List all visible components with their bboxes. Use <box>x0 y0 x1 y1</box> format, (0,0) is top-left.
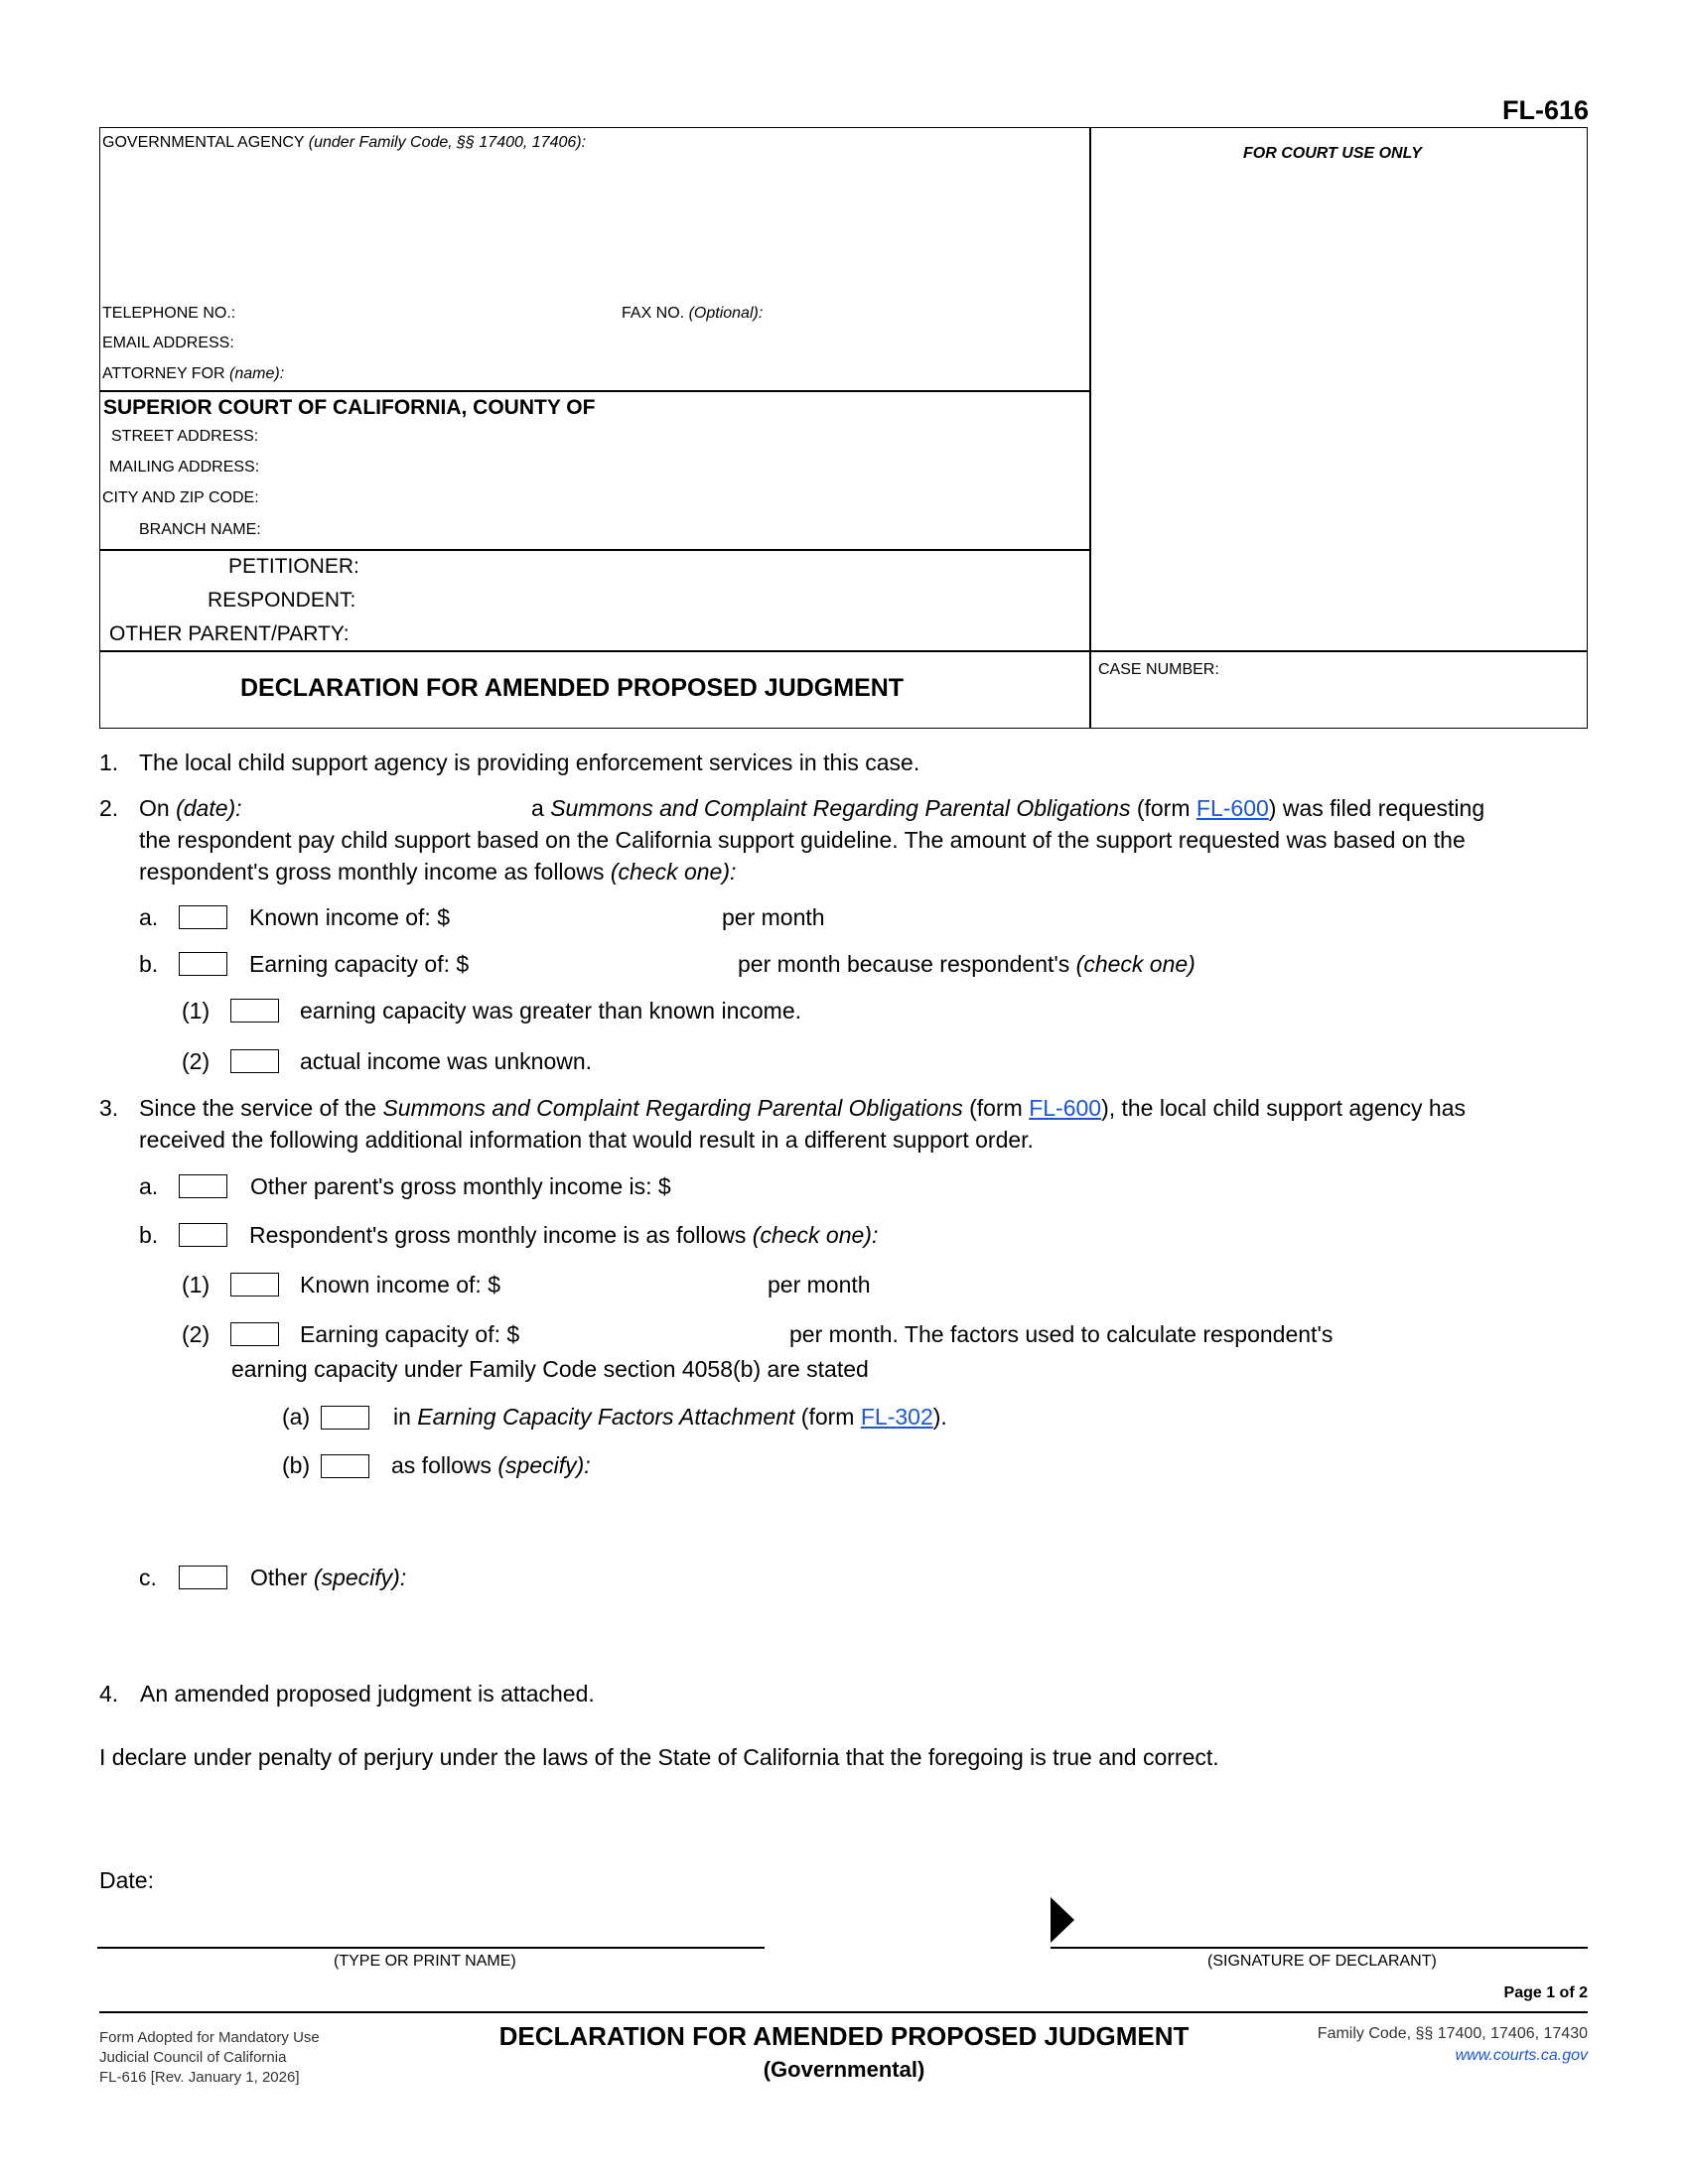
item-3b2a-checkbox[interactable] <box>321 1406 369 1430</box>
perjury-declaration: I declare under penalty of perjury under the laws of the State of California that the foregoing is true and correct. <box>99 1744 1219 1770</box>
footer-citation: Family Code, §§ 17400, 17406, 17430 <box>1317 2025 1588 2042</box>
attorney-for-label: ATTORNEY FOR (name): <box>102 365 285 382</box>
item-2b1-number: (1) <box>182 998 211 1024</box>
item-2b-text: Earning capacity of: $ <box>249 951 470 977</box>
footer-title: DECLARATION FOR AMENDED PROPOSED JUDGMENT <box>498 2021 1190 2051</box>
fax-label: FAX NO. (Optional): <box>622 305 764 322</box>
item-3a-checkbox[interactable] <box>179 1174 227 1198</box>
respondent-label: RESPONDENT: <box>208 589 356 612</box>
item-3b-text: Respondent's gross monthly income is as follows (check one): <box>249 1222 879 1248</box>
item-3b2-number: (2) <box>182 1321 211 1347</box>
item-2-on-label: On (date): <box>139 795 242 821</box>
item-2a-per-month: per month <box>722 904 825 930</box>
signature-line[interactable] <box>1051 1947 1588 1949</box>
item-3-number: 3. <box>99 1095 119 1121</box>
item-3c-text: Other (specify): <box>250 1565 407 1590</box>
item-3b1-number: (1) <box>182 1272 211 1297</box>
item-2-summons-text: a Summons and Complaint Regarding Parental Obligations (form FL-600) was filed requesting <box>531 795 1485 821</box>
street-address-label: STREET ADDRESS: <box>111 428 259 445</box>
item-2-line-2: the respondent pay child support based on the California support guideline. The amount of the support requested was based on the <box>139 827 1466 853</box>
item-3b2-per-month: per month. The factors used to calculate respondent's <box>789 1321 1334 1347</box>
form-title: DECLARATION FOR AMENDED PROPOSED JUDGMENT <box>240 674 905 702</box>
case-number-label: CASE NUMBER: <box>1098 661 1219 678</box>
item-3c-letter: c. <box>139 1565 157 1590</box>
item-3-line-2: received the following additional information that would result in a different support order. <box>139 1127 1034 1153</box>
footer-subtitle: (Governmental) <box>763 2057 925 2082</box>
city-zip-label: CITY AND ZIP CODE: <box>102 489 259 506</box>
date-label: Date: <box>99 1867 154 1893</box>
fl-600-link[interactable]: FL-600 <box>1196 795 1269 821</box>
item-3-line-1: Since the service of the Summons and Complaint Regarding Parental Obligations (form FL-600), the local child support agency has <box>139 1095 1466 1121</box>
form-number: FL-616 <box>1501 95 1589 125</box>
item-1-text: The local child support agency is providing enforcement services in this case. <box>139 750 920 775</box>
mailing-address-label: MAILING ADDRESS: <box>109 459 260 476</box>
item-1-number: 1. <box>99 750 119 775</box>
item-2-number: 2. <box>99 795 119 821</box>
signature-caption: (SIGNATURE OF DECLARANT) <box>1207 1953 1437 1970</box>
item-3a-letter: a. <box>139 1173 159 1199</box>
item-3a-text: Other parent's gross monthly income is: $ <box>250 1173 671 1199</box>
item-3b1-checkbox[interactable] <box>230 1273 279 1297</box>
item-3b2b-checkbox[interactable] <box>321 1454 369 1478</box>
item-3b2a-number: (a) <box>282 1404 311 1430</box>
item-2b2-text: actual income was unknown. <box>300 1048 593 1074</box>
item-2b2-number: (2) <box>182 1048 211 1074</box>
item-2a-text: Known income of: $ <box>249 904 451 930</box>
agency-field-label: GOVERNMENTAL AGENCY (under Family Code, §§ 17400, 17406): <box>102 134 587 151</box>
fl-600-link-2[interactable]: FL-600 <box>1029 1095 1102 1121</box>
footer-adopted: Form Adopted for Mandatory Use <box>99 2029 320 2046</box>
petitioner-label: PETITIONER: <box>228 555 359 578</box>
item-3b-checkbox[interactable] <box>179 1223 227 1247</box>
item-2-line-3: respondent's gross monthly income as follows (check one): <box>139 859 737 885</box>
item-2a-letter: a. <box>139 904 159 930</box>
footer-rule <box>99 2011 1588 2013</box>
name-caption: (TYPE OR PRINT NAME) <box>334 1953 516 1970</box>
item-3b2a-text: in Earning Capacity Factors Attachment (form FL-302). <box>393 1404 947 1430</box>
item-2b-checkbox[interactable] <box>179 952 227 976</box>
item-2b2-checkbox[interactable] <box>230 1049 279 1073</box>
item-4-number: 4. <box>99 1681 119 1706</box>
footer-council: Judicial Council of California <box>99 2049 287 2066</box>
email-label: EMAIL ADDRESS: <box>102 335 234 351</box>
item-3b1-per-month: per month <box>768 1272 871 1297</box>
page-number: Page 1 of 2 <box>1503 1984 1588 2001</box>
item-3b2b-number: (b) <box>282 1452 311 1478</box>
item-3b1-text: Known income of: $ <box>300 1272 501 1297</box>
item-3b-letter: b. <box>139 1222 159 1248</box>
signature-arrow-icon <box>1051 1897 1074 1943</box>
item-3b2-text: Earning capacity of: $ <box>300 1321 520 1347</box>
item-2a-checkbox[interactable] <box>179 905 227 929</box>
courts-website-link[interactable]: www.courts.ca.gov <box>1455 2047 1588 2064</box>
item-3c-checkbox[interactable] <box>179 1566 227 1589</box>
fl-302-link[interactable]: FL-302 <box>860 1404 933 1430</box>
item-4-text: An amended proposed judgment is attached. <box>140 1681 595 1706</box>
branch-name-label: BRANCH NAME: <box>139 521 261 538</box>
item-2b1-text: earning capacity was greater than known income. <box>300 998 802 1024</box>
other-parent-label: OTHER PARENT/PARTY: <box>109 622 350 645</box>
caption-divider <box>1089 127 1091 729</box>
item-3b2-checkbox[interactable] <box>230 1322 279 1346</box>
item-3b2b-text: as follows (specify): <box>391 1452 591 1478</box>
item-2b-letter: b. <box>139 951 159 977</box>
court-title: SUPERIOR COURT OF CALIFORNIA, COUNTY OF <box>103 396 596 419</box>
item-2b1-checkbox[interactable] <box>230 999 279 1023</box>
item-2b-per-month: per month because respondent's (check one) <box>738 951 1196 977</box>
name-line[interactable] <box>97 1947 765 1949</box>
telephone-label: TELEPHONE NO.: <box>102 305 236 322</box>
item-3b2-line-2: earning capacity under Family Code section 4058(b) are stated <box>231 1356 869 1382</box>
court-use-only-label: FOR COURT USE ONLY <box>1243 145 1422 162</box>
footer-revision: FL-616 [Rev. January 1, 2026] <box>99 2069 300 2086</box>
